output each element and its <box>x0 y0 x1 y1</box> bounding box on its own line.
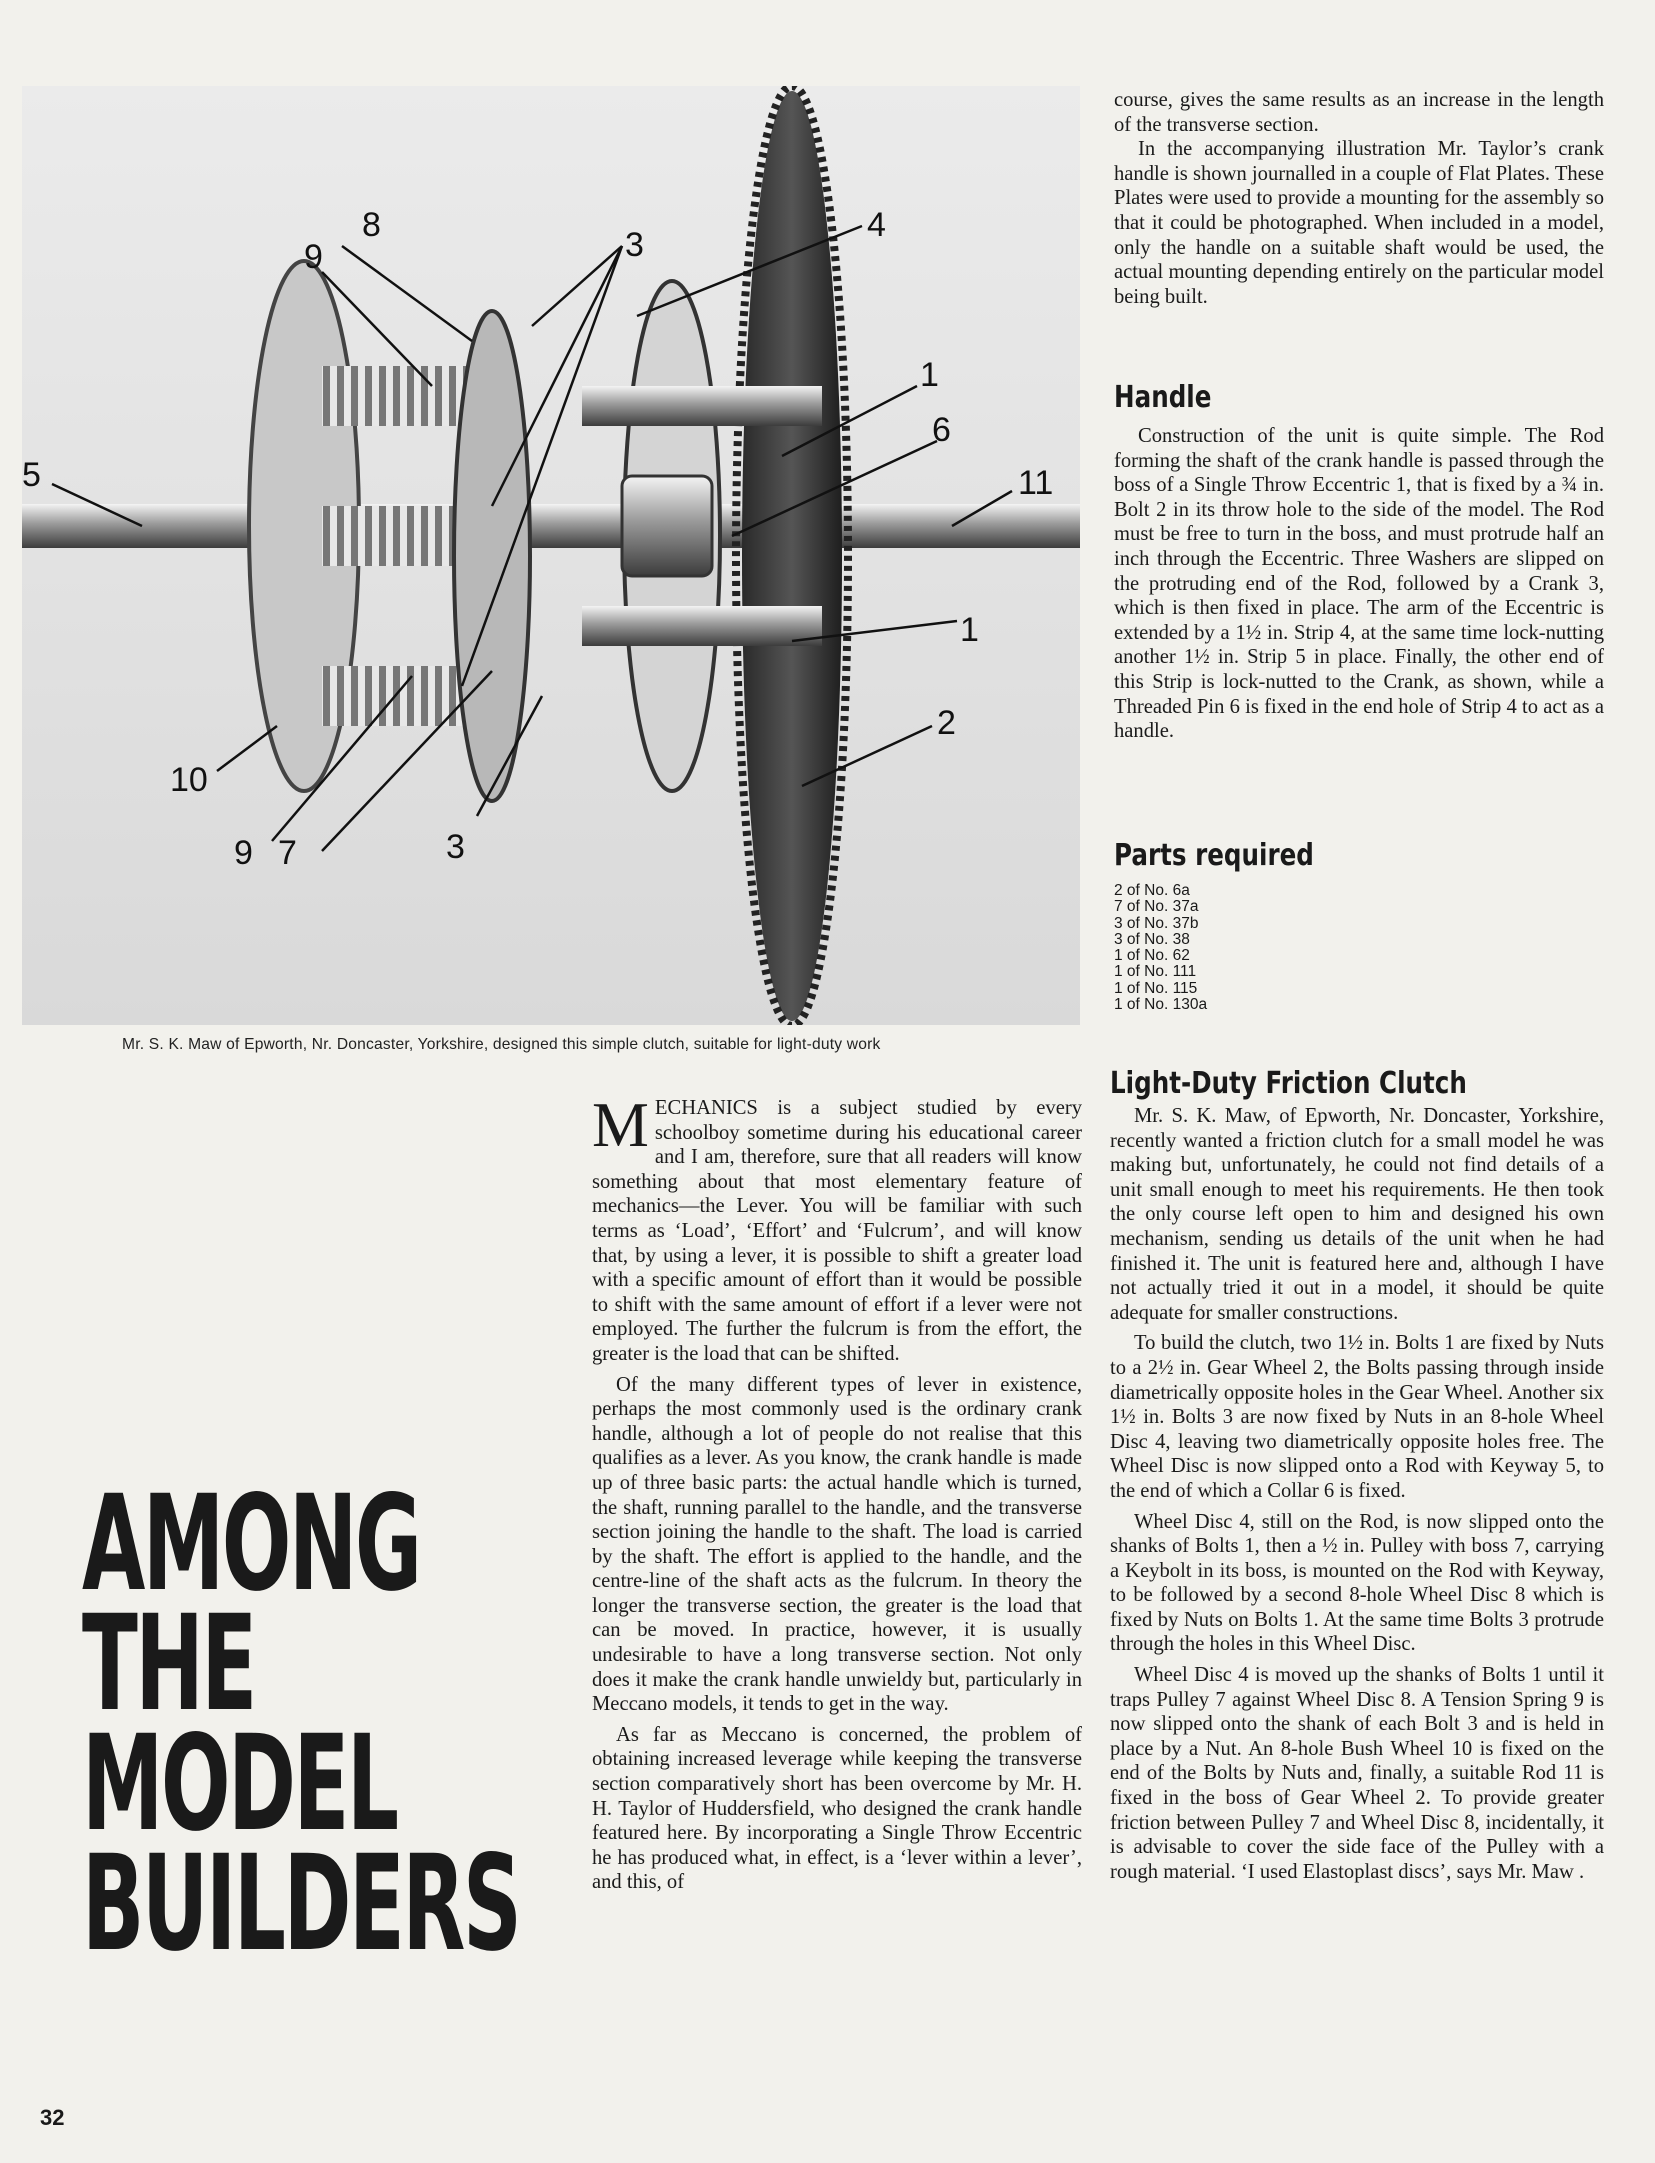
clutch-column <box>1110 1104 1604 1884</box>
figure-label: 5 <box>22 456 41 494</box>
masthead-line: AMONG <box>82 1467 420 1621</box>
parts-item: 3 of No. 38 <box>1114 930 1190 948</box>
mechanics-column <box>592 1089 1082 1895</box>
gear-wheel <box>742 91 842 1021</box>
section-heading-parts: Parts required <box>1114 838 1314 873</box>
paragraph: Wheel Disc 4 is moved up the shanks of Bolts 1 until it traps Pulley 7 against Wheel Disc 8. A Tension Spring 9 is now slipped onto the shank of each Bolt 3 and is held in place by a Nut. An 8-hole Bush Wheel 10 is fixed on the end of the Bolts by Nuts and, finally, a suitable Rod 11 is fixed in the boss of Gear Wheel 2. To provide greater friction between Pulley 7 and Wheel Disc 8, incidentally, it is advisable to cover the side face of the Pulley with a rough material. ‘I used Elastoplast discs’, says Mr. Maw . <box>1110 1664 1604 1883</box>
masthead-line: BUILDERS <box>82 1827 520 1981</box>
paragraph: Construction of the unit is quite simple. The Rod forming the shaft of the crank handle is passed through the boss of a Single Throw Eccentric 1, that is fixed by a ¾ in. Bolt 2 in its throw hole to the side of the model. The Rod must be free to turn in the boss, and must protrude half an inch through the Eccentric. Three Washers are slipped on the protruding end of the Rod, followed by a Crank 3, which is then fixed in place. The arm of the Eccentric is extended by a 1½ in. Strip 4, at the same time lock-nutting another 1½ in. Strip 5 in place. Finally, the other end of this Strip is lock-nutted to the Crank, as shown, while a Threaded Pin 6 is fixed in the end hole of Strip 4 to act as a handle. <box>1114 425 1604 743</box>
figure-label: 3 <box>446 828 465 866</box>
figure-label: 3 <box>625 226 644 264</box>
section-masthead <box>82 1467 520 1981</box>
figure-label: 11 <box>1018 464 1054 502</box>
figure-label: 1 <box>960 611 979 649</box>
figure-label: 9 <box>304 238 323 276</box>
clutch-illustration <box>22 86 1080 1025</box>
rod <box>22 504 1080 548</box>
figure-label: 7 <box>278 834 297 872</box>
parts-item: 1 of No. 130a <box>1114 996 1208 1014</box>
paragraph: course, gives the same results as an increase in the length of the transverse section. <box>1114 89 1604 136</box>
bolt <box>582 386 822 426</box>
parts-item: 3 of No. 37b <box>1114 914 1199 932</box>
parts-item: 1 of No. 111 <box>1114 963 1197 981</box>
paragraph <box>592 1089 1082 1367</box>
masthead-line: MODEL <box>82 1707 397 1861</box>
handle-column <box>1114 424 1604 744</box>
parts-item: 1 of No. 115 <box>1114 979 1198 997</box>
paragraph: Mr. S. K. Maw, of Epworth, Nr. Doncaster, Yorkshire, recently wanted a friction clutch for a small model he was making but, unfortunately, he could not find details of a unit small enough to meet his requirements. He then took the only course left open to him and designed his own mechanism, sending us details of the unit when he had finished it. The unit is featured here and, although I have not actually tried it out in a model, it should be quite adequate for smaller constructions. <box>1110 1105 1604 1324</box>
section-heading-clutch: Light-Duty Friction Clutch <box>1110 1066 1467 1101</box>
paragraph: As far as Meccano is concerned, the problem of obtaining increased leverage while keeping the transverse section comparatively short has been overcome by Mr. H. H. Taylor of Huddersfield, who designed the crank handle featured here. By incorporating a Single Throw Eccentric he has produced what, in effect, is a ‘lever within a lever’, and this, of <box>592 1723 1082 1894</box>
paragraph: In the accompanying illustration Mr. Taylor’s crank handle is shown journalled in a couple of Flat Plates. These Plates were used to provide a mounting for the assembly so that it could be photographed. When included in a model, only the handle on a suitable shaft would be used, the actual mounting depending entirely on the particular model being built. <box>1114 138 1604 308</box>
collar <box>622 476 712 576</box>
paragraph: To build the clutch, two 1½ in. Bolts 1 are fixed by Nuts to a 2½ in. Gear Wheel 2, the Bolts passing through inside diametrically opposite holes in the Gear Wheel. Another six 1½ in. Bolts 3 are now fixed by Nuts in an 8-hole Wheel Disc 4, leaving two diametrically opposite holes free. The Wheel Disc is now slipped onto a Rod with Keyway 5, to the end of which a Collar 6 is fixed. <box>1110 1332 1604 1502</box>
figure-label: 4 <box>867 206 886 244</box>
paragraph: Wheel Disc 4, still on the Rod, is now slipped onto the shanks of Bolts 1, then a ½ in. Pulley with boss 7, carrying a Keybolt in its boss, is mounted on the Rod with Keyway, to be followed by a second 8-hole Wheel Disc 8 which is fixed by Nuts on Bolts 1. At the same time Bolts 3 protrude through the holes in this Wheel Disc. <box>1110 1510 1604 1656</box>
parts-item: 1 of No. 62 <box>1114 947 1190 965</box>
paragraph-text: ECHANICS is a subject studied by every schoolboy sometime during his educational career and I am, therefore, sure that all readers will know something about that most elementary feature of mechanics—the Lever. You will be familiar with such terms as ‘Load’, ‘Effort’ and ‘Fulcrum’, and will know that, by using a lever, it is possible to shift a greater load with a specific amount of effort than it would be possible to shift with the same amount of effort if a lever were not employed. The further the fulcrum is from the effort, the greater is the load that can be shifted. <box>592 1097 1082 1365</box>
continuation-column <box>1114 88 1604 309</box>
section-heading-handle: Handle <box>1114 380 1212 415</box>
figure-label: 8 <box>362 206 381 244</box>
bolt <box>582 606 822 646</box>
figure-label: 10 <box>170 761 208 799</box>
parts-item: 2 of No. 6a <box>1114 882 1190 899</box>
paragraph: Of the many different types of lever in existence, perhaps the most commonly used is the ordinary crank handle, although a lot of people do not realise that this qualifies as a lever. As you know, the crank handle is made up of three basic parts: the actual handle which is turned, the shaft, running parallel to the handle, and the transverse section joining the handle to the shaft. The load is carried by the shaft. The effort is applied to the handle, and the centre-line of the shaft acts as the fulcrum. In theory the longer the transverse section, the greater is the load that can be moved. In practice, however, it is usually undesirable to have a long transverse section. Not only does it make the crank handle unwieldy but, particularly in Meccano models, it tends to get in the way. <box>592 1373 1082 1716</box>
photo-caption: Mr. S. K. Maw of Epworth, Nr. Doncaster, Yorkshire, designed this simple clutch, suitable for light-duty work <box>122 1036 881 1053</box>
wheel-disc <box>454 311 530 801</box>
masthead-line: THE <box>82 1587 255 1741</box>
figure-label: 6 <box>932 411 951 449</box>
parts-item: 7 of No. 37a <box>1114 898 1199 916</box>
parts-list <box>1114 883 1207 1013</box>
figure-label: 2 <box>937 704 956 742</box>
figure-label: 1 <box>920 356 939 394</box>
clutch-photo <box>22 86 1080 1025</box>
figure-label: 9 <box>234 834 253 872</box>
page-number: 32 <box>40 2105 65 2130</box>
drop-cap: M <box>592 1089 649 1160</box>
